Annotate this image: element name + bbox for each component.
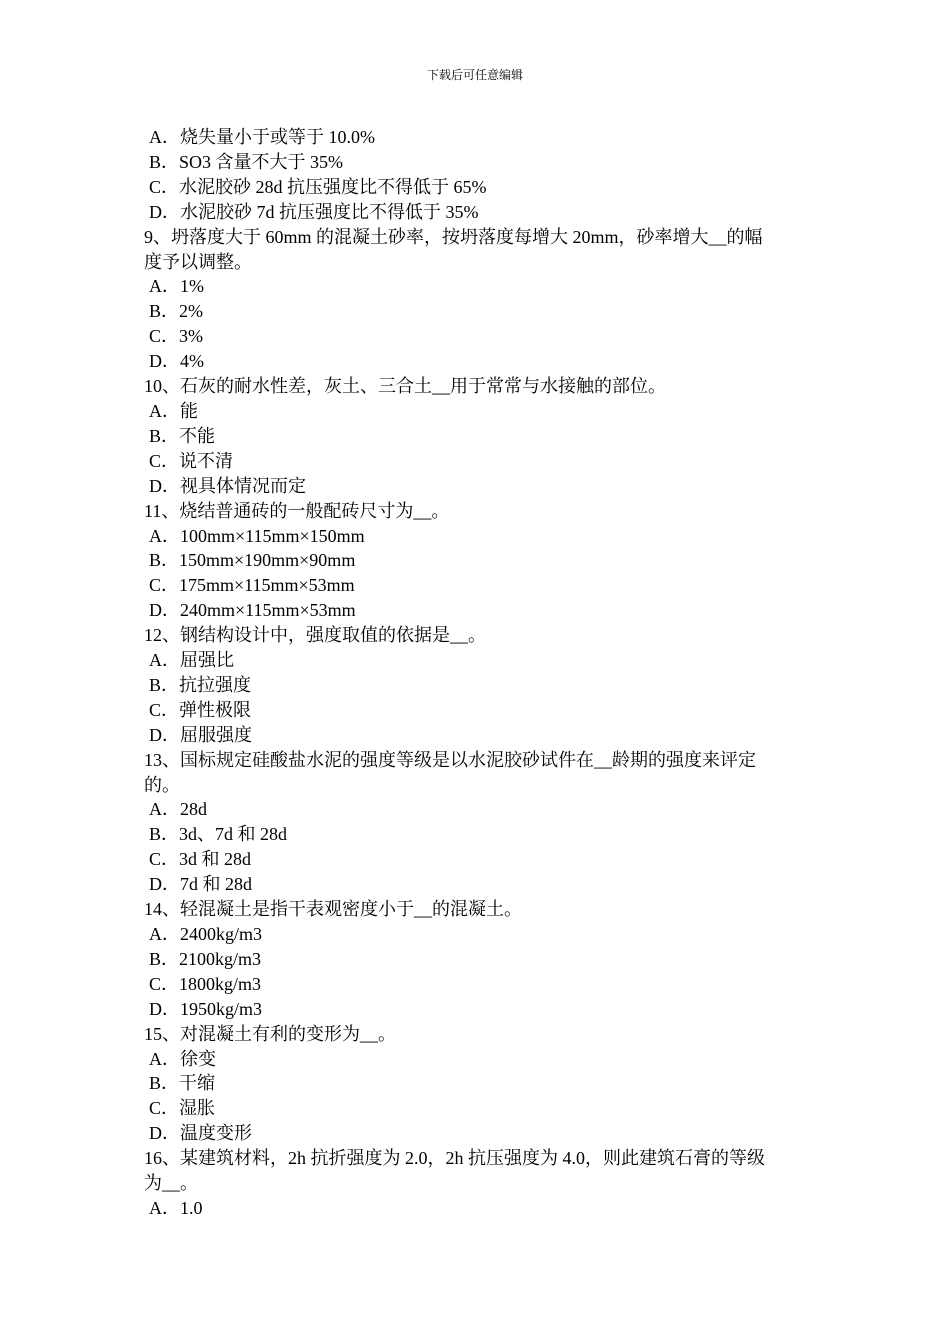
answer-option: C．说不清 <box>149 450 234 471</box>
question-text: 9、坍落度大于 60mm 的混凝土砂率，按坍落度每增大 20mm，砂率增大__的幅 <box>144 226 763 247</box>
question-text: 13、国标规定硅酸盐水泥的强度等级是以水泥胶砂试件在__龄期的强度来评定 <box>144 749 756 770</box>
question-text: 14、轻混凝土是指干表观密度小于__的混凝土。 <box>144 899 522 920</box>
answer-option: B．不能 <box>149 425 216 446</box>
answer-option: A．能 <box>149 400 198 421</box>
question-text: 15、对混凝土有利的变形为__。 <box>144 1023 396 1044</box>
answer-option: D．温度变形 <box>149 1123 252 1144</box>
answer-option: D．屈服强度 <box>149 724 252 745</box>
answer-option: C．3% <box>149 326 203 347</box>
answer-option: D．7d 和 28d <box>149 874 252 895</box>
answer-option: A．28d <box>149 799 207 820</box>
question-text: 11、烧结普通砖的一般配砖尺寸为__。 <box>144 500 450 521</box>
answer-option: C．水泥胶砂 28d 抗压强度比不得低于 65% <box>149 176 487 197</box>
question-text: 12、钢结构设计中，强度取值的依据是__。 <box>144 625 486 646</box>
answer-option: A．1% <box>149 276 204 297</box>
answer-option: A．2400kg/m3 <box>149 924 263 944</box>
question-text: 为__。 <box>144 1173 198 1194</box>
answer-option: A．屈强比 <box>149 650 234 671</box>
answer-option: A．徐变 <box>149 1048 216 1069</box>
answer-option: C．1800kg/m3 <box>149 973 262 994</box>
document-body <box>144 125 810 1221</box>
answer-option: B．干缩 <box>149 1073 216 1094</box>
answer-option: B．2100kg/m3 <box>149 948 262 969</box>
answer-option: D．4% <box>149 351 204 372</box>
answer-option: D．水泥胶砂 7d 抗压强度比不得低于 35% <box>149 201 479 222</box>
answer-option: A．100mm×115mm×150mm <box>149 525 365 546</box>
answer-option: D．1950kg/m3 <box>149 998 263 1019</box>
answer-option: D．240mm×115mm×53mm <box>149 600 356 621</box>
answer-option: A．1.0 <box>149 1197 203 1218</box>
answer-option: B．2% <box>149 301 203 322</box>
answer-option: C．175mm×115mm×53mm <box>149 575 355 596</box>
question-text: 的。 <box>144 774 180 795</box>
answer-option: B．SO3 含量不大于 35% <box>149 151 344 172</box>
question-text: 16、某建筑材料，2h 抗折强度为 2.0，2h 抗压强度为 4.0，则此建筑石膏的等级 <box>144 1148 765 1169</box>
page-header: 下载后可任意编辑 <box>426 68 523 82</box>
answer-option: B．150mm×190mm×90mm <box>149 550 356 571</box>
answer-option: D．视具体情况而定 <box>149 475 306 496</box>
question-text: 10、石灰的耐水性差，灰土、三合土__用于常常与水接触的部位。 <box>144 376 666 397</box>
answer-option: C．3d 和 28d <box>149 849 252 870</box>
question-text: 度予以调整。 <box>144 251 252 272</box>
answer-option: C．湿胀 <box>149 1098 216 1119</box>
answer-option: B．抗拉强度 <box>149 674 252 695</box>
answer-option: B．3d、7d 和 28d <box>149 824 288 845</box>
answer-option: A．烧失量小于或等于 10.0% <box>149 127 375 147</box>
answer-option: C．弹性极限 <box>149 699 252 720</box>
